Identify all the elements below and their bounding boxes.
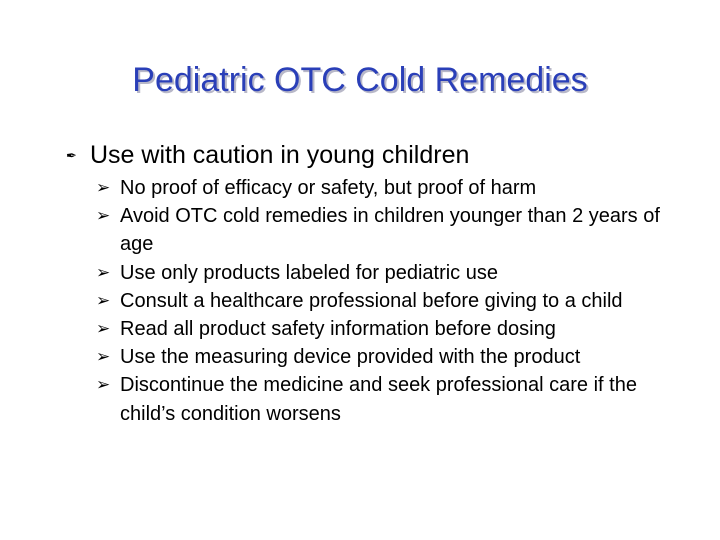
list-item xyxy=(96,315,696,343)
arrow-bullet-icon: ➢ xyxy=(96,206,111,226)
list-item-text: Use only products labeled for pediatric use xyxy=(120,261,498,284)
sub-bullet-list xyxy=(96,174,696,428)
arrow-bullet-icon: ➢ xyxy=(96,347,111,367)
list-item-text: Read all product safety information before dosing xyxy=(120,318,556,341)
arrow-bullet-icon: ➢ xyxy=(96,375,111,395)
arrow-bullet-icon: ➢ xyxy=(96,319,111,339)
main-bullet-text: Use with caution in young children xyxy=(90,141,470,169)
list-item-text: Discontinue the medicine and seek professional care if the child’s condition worsens xyxy=(120,374,637,425)
main-bullet xyxy=(66,140,686,171)
arrow-bullet-icon: ➢ xyxy=(96,178,111,197)
arrow-bullet-icon: ➢ xyxy=(96,290,111,310)
list-item xyxy=(96,202,696,258)
list-item xyxy=(96,259,696,287)
list-item-text: No proof of efficacy or safety, but proof of harm xyxy=(120,177,537,199)
list-item xyxy=(96,343,696,371)
list-item-text: Consult a healthcare professional before giving to a child xyxy=(120,289,623,312)
list-item xyxy=(96,371,696,427)
list-item-text: Use the measuring device provided with the product xyxy=(120,346,581,369)
list-item xyxy=(96,174,696,202)
list-item xyxy=(96,287,696,315)
list-item-text: Avoid OTC cold remedies in children younger than 2 years of age xyxy=(120,205,660,256)
arrow-bullet-icon: ➢ xyxy=(96,262,111,282)
slide-title: Pediatric OTC Cold Remedies xyxy=(132,61,588,99)
feather-bullet-icon: ✒ xyxy=(66,148,77,163)
